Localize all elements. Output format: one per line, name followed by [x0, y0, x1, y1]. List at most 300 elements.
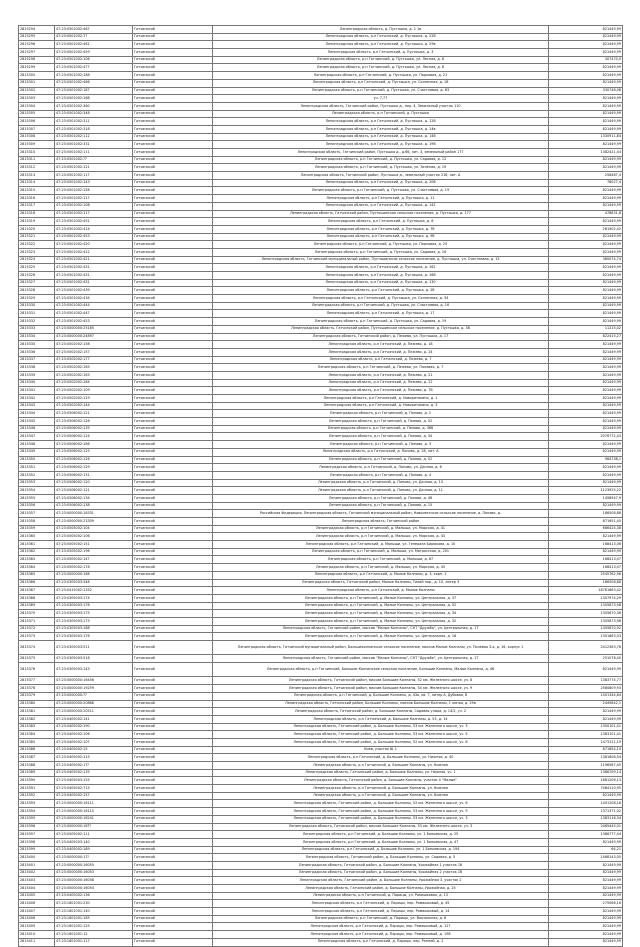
cadastral-value-cell: 281902,42 — [549, 225, 623, 233]
row-id-cell: 2815349 — [19, 448, 55, 456]
address-cell: Ленинградская область, р-н Гатчинский, д. Пежево, д. 21 — [213, 371, 549, 379]
address-cell: Ленинградская область, Гатчинский район, массив "Малые Колпаны", СНТ "Дружба", ул. Центральная, д. 17 — [213, 655, 549, 663]
table-row — [19, 869, 623, 877]
row-id-cell: 2815313 — [19, 172, 55, 180]
address-cell: Ленинградская область, р-н Гатчинский, д. Пустошка, д. 17 — [213, 310, 549, 318]
table-row — [19, 831, 623, 839]
cadastral-number-cell: 47:23:0501002:431 — [55, 272, 133, 280]
district-cell: Гатчинский — [133, 341, 213, 349]
address-cell: Ленинградская область, р-н Гатчинский, д. Пустошка, ул. Лесная, д. 8 — [213, 64, 549, 72]
cadastral-number-cell: 47:23:0000000:16115 — [55, 808, 133, 816]
address-cell: Ленинградская область, Гатчинский район, д. Большие Колпаны, Садовая улица, д. 14/2, уч. 2 — [213, 708, 549, 716]
district-cell: Гатчинский — [133, 225, 213, 233]
address-cell: Ленинградская область, р-н Гатчинский, д. Большие Колпаны, ул. 1 Баньевская, д. 25 — [213, 831, 549, 839]
cadastral-number-cell: 47:23:0502002:164 — [55, 379, 133, 387]
district-cell: Гатчинский — [133, 869, 213, 877]
cadastral-value-cell: 821449,99 — [549, 26, 623, 34]
cadastral-value-cell: 821449,99 — [549, 387, 623, 395]
cadastral-number-cell: 47:23:0501002:459 — [55, 49, 133, 57]
row-id-cell: 2815322 — [19, 241, 55, 249]
row-id-cell: 2815359 — [19, 525, 55, 533]
table-row — [19, 287, 623, 295]
address-cell: Ленинградская область, р-н Гатчинский, д. Малые Колпаны, ул. Центральная, д. 32 — [213, 617, 549, 625]
district-cell: Гатчинский — [133, 87, 213, 95]
address-cell: Ленинградская область, Гатчинский район, Пустошка д., пер. 4, Земельный участок 110 — [213, 102, 549, 110]
district-cell: Гатчинский — [133, 541, 213, 549]
table-row — [19, 700, 623, 708]
address-cell: Ленинградская область, Гатчинский район, д. Большие Колпаны, 52 км. Железного шоссе, уч. 6 — [213, 800, 549, 808]
row-id-cell: 2815370 — [19, 610, 55, 618]
cadastral-value-cell: 1196587,45 — [549, 762, 623, 770]
row-id-cell: 2815410 — [19, 931, 55, 939]
table-row — [19, 754, 623, 762]
cadastral-value-cell: 821449,99 — [549, 938, 623, 946]
row-id-cell: 2815407 — [19, 908, 55, 916]
cadastral-number-cell: 47:23:0000000:16055 — [55, 861, 133, 869]
address-cell: Ленинградская область, Гатчинский район, д. Большие Колпаны, 52 км. Железного шоссе, уч. 8 — [213, 738, 549, 746]
cadastral-number-cell: 47:23:0405002:135 — [55, 769, 133, 777]
cadastral-value-cell: 168413,06 — [549, 541, 623, 549]
table-row — [19, 41, 623, 49]
row-id-cell: 2815402 — [19, 869, 55, 877]
cadastral-number-cell: 47:23:0506002:186 — [55, 441, 133, 449]
address-cell: Ленинградская область, р-н Гатчинский, д. Пустошка, д. 29в — [213, 41, 549, 49]
district-cell: Гатчинский — [133, 625, 213, 633]
district-cell: Гатчинский — [133, 95, 213, 103]
cadastral-value-cell: 821449,99 — [549, 471, 623, 479]
address-cell: Ленинградская область, р-н Гатчинский, д. Попово, д. 1 — [213, 410, 549, 418]
cadastral-value-cell: 821449,99 — [549, 95, 623, 103]
cadastral-number-cell: 47:23:0405002:106 — [55, 731, 133, 739]
cadastral-value-cell: 821449,99 — [549, 885, 623, 893]
cadastral-value-cell: 821449,99 — [549, 548, 623, 556]
row-id-cell: 2815346 — [19, 425, 55, 433]
row-id-cell: 2815303 — [19, 95, 55, 103]
cadastral-number-cell: 47:23:0506002:120 — [55, 479, 133, 487]
cadastral-value-cell: 821449,99 — [549, 379, 623, 387]
row-id-cell: 2815362 — [19, 548, 55, 556]
row-id-cell: 2815296 — [19, 41, 55, 49]
row-id-cell: 2815382 — [19, 715, 55, 723]
table-row — [19, 723, 623, 731]
cadastral-value-cell: 821449,99 — [549, 64, 623, 72]
address-cell: Ленинградская область, р-н Гатчинский, д. Парицы, ул. Вокзальная, д. 6 — [213, 915, 549, 923]
cadastral-number-cell: 47:23:0501002:188 — [55, 72, 133, 80]
address-cell: Ленинградская область, Гатчинский район, д. Большие Колпаны, Урожайная 2 участок 1б — [213, 869, 549, 877]
row-id-cell: 2815367 — [19, 587, 55, 595]
row-id-cell: 2815363 — [19, 556, 55, 564]
row-id-cell: 2815360 — [19, 533, 55, 541]
cadastral-value-cell: 1305870,92 — [549, 625, 623, 633]
address-cell: Ленинградская область, р-н Гатчинский, д. Пустошка, ул. Счастливая, д. 19 — [213, 187, 549, 195]
address-cell: Ленинградская область, р-н Гатчинский, д. Пустошка, д. 7б — [213, 225, 549, 233]
cadastral-number-cell: 47:23:0000000:16456 — [55, 677, 133, 685]
cadastral-value-cell: 821449,99 — [549, 125, 623, 133]
cadastral-value-cell: 821449,99 — [549, 41, 623, 49]
address-cell: Ленинградская область, р-н Гатчинский, д. Парицы, пер. Ромашковый, д. 45 — [213, 900, 549, 908]
cadastral-number-cell: 47:23:0501002:477 — [55, 64, 133, 72]
cadastral-value-cell: 821449,99 — [549, 218, 623, 226]
table-row — [19, 510, 623, 518]
table-row — [19, 433, 623, 441]
row-id-cell: 2815320 — [19, 225, 55, 233]
district-cell: Гатчинский — [133, 831, 213, 839]
table-row — [19, 777, 623, 785]
district-cell: Гатчинский — [133, 823, 213, 831]
row-id-cell: 2815381 — [19, 708, 55, 716]
address-cell: Ленинградская область, р-н Гатчинский, д. Пустошка, ул. Садовая, д. 19 — [213, 318, 549, 326]
district-cell: Гатчинский — [133, 846, 213, 854]
cadastral-number-cell: 47:23:0501002:143 — [55, 179, 133, 187]
row-id-cell: 2815384 — [19, 731, 55, 739]
table-row — [19, 885, 623, 893]
district-cell: Гатчинский — [133, 738, 213, 746]
row-id-cell: 2815301 — [19, 79, 55, 87]
district-cell: Гатчинский — [133, 838, 213, 846]
row-id-cell: 2815388 — [19, 762, 55, 770]
district-cell: Гатчинский — [133, 464, 213, 472]
row-id-cell: 2815387 — [19, 754, 55, 762]
cadastral-value-cell: 821449,99 — [549, 861, 623, 869]
district-cell: Гатчинский — [133, 579, 213, 587]
table-row — [19, 410, 623, 418]
district-cell: Гатчинский — [133, 685, 213, 693]
table-row — [19, 87, 623, 95]
cadastral-number-cell: 47:23:0502002:163 — [55, 371, 133, 379]
cadastral-number-cell: 47:23:0501002:421 — [55, 256, 133, 264]
cadastral-number-cell: 47:23:0501002:360 — [55, 102, 133, 110]
cadastral-number-cell: 47:23:0000000:19259 — [55, 685, 133, 693]
table-row — [19, 641, 623, 655]
cadastral-number-cell: 47:23:0501002:461 — [55, 41, 133, 49]
cadastral-value-cell: 821449,99 — [549, 364, 623, 372]
table-row — [19, 456, 623, 464]
cadastral-number-cell: 47:23:0000000:168 — [55, 571, 133, 579]
table-row — [19, 295, 623, 303]
cadastral-number-cell: 47:23:1601001:230 — [55, 900, 133, 908]
table-body — [19, 26, 623, 947]
address-cell: Ленинградская область, р-н Гатчинский, д. Большие Колпаны, ул. Нижняя — [213, 762, 549, 770]
district-cell: Гатчинский — [133, 792, 213, 800]
district-cell: Гатчинский — [133, 441, 213, 449]
cadastral-value-cell: 64,21 — [549, 846, 623, 854]
cadastral-value-cell: 821449,99 — [549, 708, 623, 716]
address-cell: Ленинградская область, Гатчинский район, Пустошинское сельское поселение, д. Пустошка, д. 177 — [213, 210, 549, 218]
district-cell: Гатчинский — [133, 510, 213, 518]
district-cell: Гатчинский — [133, 202, 213, 210]
address-cell: Ленинградская область, р-н Гатчинский, д. Малые Колпаны, ул. Центральная, д. 52 — [213, 602, 549, 610]
cadastral-value-cell: 168413,47 — [549, 564, 623, 572]
address-cell: Ленинградская область, Гатчинский район, массив Большие Колпаны, 52 км. Железного шоссе, уч. 8 — [213, 677, 549, 685]
cadastral-number-cell: 47:23:0305003:188 — [55, 625, 133, 633]
cadastral-value-cell: 1383101,41 — [549, 731, 623, 739]
address-cell: Ленинградская область, р-н Гатчинский, д. Попово, д. 36б — [213, 425, 549, 433]
row-id-cell: 2815342 — [19, 395, 55, 403]
cadastral-value-cell: 821449,99 — [549, 341, 623, 349]
district-cell: Гатчинский — [133, 877, 213, 885]
table-row — [19, 141, 623, 149]
address-cell: Ленинградская область, р-н Гатчинский, д. Пежево, д. 22 — [213, 379, 549, 387]
district-cell: Гатчинский — [133, 356, 213, 364]
row-id-cell: 2815389 — [19, 769, 55, 777]
cadastral-number-cell: 47:23:0501002:447 — [55, 310, 133, 318]
district-cell: Гатчинский — [133, 692, 213, 700]
table-row — [19, 49, 623, 57]
address-cell: Ленинградская область, р-н Гатчинский, д. Малыши, ул. Генерала Бирюкова, д. 10 — [213, 541, 549, 549]
row-id-cell: 2815390 — [19, 777, 55, 785]
district-cell: Гатчинский — [133, 333, 213, 341]
cadastral-value-cell: 78027,4 — [549, 179, 623, 187]
row-id-cell: 2815385 — [19, 738, 55, 746]
district-cell: Гатчинский — [133, 448, 213, 456]
cadastral-value-cell: 686424,38 — [549, 525, 623, 533]
address-cell: Ленинградская область, р-н Гатчинский, д. Парицы, пер. Ромашковый, д. 14 — [213, 908, 549, 916]
row-id-cell: 2815379 — [19, 692, 55, 700]
cadastral-number-cell: 47:23:0405002:715 — [55, 785, 133, 793]
cadastral-value-cell: 821449,99 — [549, 877, 623, 885]
table-row — [19, 494, 623, 502]
cadastral-number-cell: 47:23:0000000:24897 — [55, 333, 133, 341]
district-cell: Гатчинский — [133, 79, 213, 87]
district-cell: Гатчинский — [133, 287, 213, 295]
row-id-cell: 2815371 — [19, 617, 55, 625]
cadastral-value-cell: 821449,99 — [549, 923, 623, 931]
district-cell: Гатчинский — [133, 641, 213, 655]
address-cell: Ленинградская область, р-н Гатчинский, д. Пустошка, д. 9б — [213, 233, 549, 241]
cadastral-value-cell: 821449,99 — [549, 425, 623, 433]
row-id-cell: 2815366 — [19, 579, 55, 587]
cadastral-value-cell: 821449,99 — [549, 448, 623, 456]
address-cell: Ленинградская область, р-н Гатчинский, д. Попово, д. 3 — [213, 441, 549, 449]
cadastral-value-cell: 821449,99 — [549, 663, 623, 677]
table-row — [19, 923, 623, 931]
district-cell: Гатчинский — [133, 594, 213, 602]
cadastral-number-cell: 47:23:0305003:173 — [55, 617, 133, 625]
cadastral-number-cell: 47:23:0506002:126 — [55, 456, 133, 464]
row-id-cell: 2815351 — [19, 464, 55, 472]
row-id-cell: 2815344 — [19, 410, 55, 418]
cadastral-number-cell: 47:23:0501002:187 — [55, 87, 133, 95]
table-row — [19, 861, 623, 869]
cadastral-value-cell: 821449,99 — [549, 49, 623, 57]
cadastral-number-cell: 47:23:0501002:431 — [55, 279, 133, 287]
table-row — [19, 808, 623, 816]
cadastral-number-cell: 47:23:0501002:414 — [55, 225, 133, 233]
district-cell: Гатчинский — [133, 125, 213, 133]
table-row — [19, 26, 623, 34]
district-cell: Гатчинский — [133, 769, 213, 777]
row-id-cell: 2815357 — [19, 510, 55, 518]
cadastral-number-cell: 47:23:0505002:151 — [55, 541, 133, 549]
table-row — [19, 571, 623, 579]
table-row — [19, 823, 623, 831]
table-row — [19, 241, 623, 249]
district-cell: Гатчинский — [133, 808, 213, 816]
row-id-cell: 2815306 — [19, 118, 55, 126]
cadastral-value-cell: 821449,99 — [549, 479, 623, 487]
cadastral-number-cell: 47:23:0502002:157 — [55, 348, 133, 356]
cadastral-value-cell: 1386777,44 — [549, 831, 623, 839]
address-cell: Ленинградская область, р-н Гатчинский, д. Большие Колпаны, ул. 1 Баньевская, д. 47 — [213, 838, 549, 846]
table-row — [19, 164, 623, 172]
address-cell: Ленинградская область, р-н Гатчинский, д. Пустошка, д. 130 — [213, 279, 549, 287]
table-row — [19, 318, 623, 326]
table-row — [19, 125, 623, 133]
row-id-cell: 2815333 — [19, 325, 55, 333]
cadastral-value-cell: 1305870,36 — [549, 610, 623, 618]
district-cell: Гатчинский — [133, 179, 213, 187]
cadastral-number-cell: 47:23:0501002:7? — [55, 33, 133, 41]
table-row — [19, 715, 623, 723]
cadastral-value-cell: 821449,99 — [549, 102, 623, 110]
cadastral-value-cell: 186508,88 — [549, 579, 623, 587]
cadastral-value-cell: 1881206,13 — [549, 777, 623, 785]
cadastral-number-cell: 47:23:0501002:348 — [55, 110, 133, 118]
table-row — [19, 218, 623, 226]
row-id-cell: 2815405 — [19, 892, 55, 900]
address-cell: Ленинградская область, р-н Гатчинский, д. Малые Колпаны, ул. Центральная, д. 16 — [213, 633, 549, 641]
row-id-cell: 2815408 — [19, 915, 55, 923]
cadastral-value-cell: 1386709,14 — [549, 769, 623, 777]
cadastral-number-cell: 47:23:0506002:126 — [55, 418, 133, 426]
table-row — [19, 877, 623, 885]
district-cell: Гатчинский — [133, 364, 213, 372]
district-cell: Гатчинский — [133, 233, 213, 241]
cadastral-value-cell: 821449,99 — [549, 241, 623, 249]
cadastral-number-cell: 47:23:0505002:104 — [55, 525, 133, 533]
district-cell: Гатчинский — [133, 815, 213, 823]
address-cell: Ленинградская область, р-н Гатчинский, д. Пустошка — [213, 110, 549, 118]
table-row — [19, 33, 623, 41]
cadastral-number-cell: 47:23:0405002:115 — [55, 754, 133, 762]
cadastral-value-cell: 821449,99 — [549, 272, 623, 280]
cadastral-value-cell: 1458947,9 — [549, 494, 623, 502]
row-id-cell: 2815374 — [19, 641, 55, 655]
cadastral-number-cell: 47:23:0415002:1352 — [55, 587, 133, 595]
cadastral-number-cell: 47:23:0501002:106 — [55, 56, 133, 64]
district-cell: Гатчинский — [133, 777, 213, 785]
district-cell: Гатчинский — [133, 41, 213, 49]
district-cell: Гатчинский — [133, 556, 213, 564]
district-cell: Гатчинский — [133, 410, 213, 418]
cadastral-number-cell: 47:23:0501002:111 — [55, 149, 133, 157]
cadastral-value-cell: 821449,99 — [549, 395, 623, 403]
cadastral-value-cell: 821449,99 — [549, 908, 623, 916]
row-id-cell: 2815340 — [19, 379, 55, 387]
cadastral-number-cell: 47:23:0000000:16111 — [55, 800, 133, 808]
district-cell: Гатчинский — [133, 731, 213, 739]
table-row — [19, 731, 623, 739]
row-id-cell: 2815350 — [19, 456, 55, 464]
table-row — [19, 738, 623, 746]
row-id-cell: 2815341 — [19, 387, 55, 395]
cadastral-value-cell: 821449,99 — [549, 295, 623, 303]
district-cell: Гатчинский — [133, 379, 213, 387]
table-row — [19, 471, 623, 479]
row-id-cell: 2815343 — [19, 402, 55, 410]
table-row — [19, 225, 623, 233]
cadastral-value-cell: 821449,99 — [549, 72, 623, 80]
cadastral-number-cell: 47:23:0000000:20511 — [55, 708, 133, 716]
district-cell: Гатчинский — [133, 272, 213, 280]
address-cell: Ленинградская область, р-н Гатчинский, д. Пежево, ул. Полевая, д. 7 — [213, 364, 549, 372]
district-cell: Гатчинский — [133, 387, 213, 395]
address-cell: Ленинградская область, р-н Гатчинский, д. Попово, д. 52 — [213, 418, 549, 426]
address-cell: Ленинградская область, р-н Гатчинский, д. Пустошка, ул. Лесная, д. 8 — [213, 56, 549, 64]
cadastral-value-cell: 821449,99 — [549, 502, 623, 510]
table-row — [19, 79, 623, 87]
district-cell: Гатчинский — [133, 49, 213, 57]
cadastral-number-cell: 47:23:0405003:155 — [55, 777, 133, 785]
cadastral-value-cell: 821449,99 — [549, 118, 623, 126]
cadastral-value-cell: 821449,99 — [549, 371, 623, 379]
cadastral-value-cell: 821449,99 — [549, 931, 623, 939]
cadastral-number-cell: 47:23:0305003:174 — [55, 594, 133, 602]
cadastral-number-cell: 47:23:0000000:16?? — [55, 823, 133, 831]
address-cell: Ленинградская область, д. Пустошка, д. 1 1в — [213, 26, 549, 34]
cadastral-number-cell: 47:23:0405002:107 — [55, 738, 133, 746]
cadastral-number-cell: 47:23:0501002:422 — [55, 248, 133, 256]
cadastral-value-cell: 380074,74 — [549, 256, 623, 264]
table-row — [19, 102, 623, 110]
district-cell: Гатчинский — [133, 433, 213, 441]
cadastral-number-cell: 47:23:0505002:196 — [55, 548, 133, 556]
cadastral-number-cell: 47:23:0000000:20886 — [55, 700, 133, 708]
district-cell: Гатчинский — [133, 915, 213, 923]
row-id-cell: 2815297 — [19, 49, 55, 57]
address-cell: Ленинградская область, Гатчинский район, д. Большие Колпаны, ул. Садовая, д. 5 — [213, 854, 549, 862]
cadastral-value-cell: 821449,99 — [549, 287, 623, 295]
address-cell: Ленинградская область, р-н Гатчинский, д. Попово, д. 48 — [213, 494, 549, 502]
cadastral-value-cell: 2449842,1 — [549, 700, 623, 708]
district-cell: Гатчинский — [133, 302, 213, 310]
row-id-cell: 2815394 — [19, 808, 55, 816]
table-row — [19, 938, 623, 946]
cadastral-value-cell: 821449,99 — [549, 715, 623, 723]
cadastral-value-cell: 2580809,93 — [549, 685, 623, 693]
cadastral-number-cell: 47:23:0405002:190 — [55, 723, 133, 731]
row-id-cell: 2815348 — [19, 441, 55, 449]
cadastral-number-cell: 47:23:0501002:467 — [55, 26, 133, 34]
row-id-cell: 2815317 — [19, 202, 55, 210]
district-cell: Гатчинский — [133, 923, 213, 931]
table-row — [19, 815, 623, 823]
table-row — [19, 110, 623, 118]
cadastral-number-cell: 47:23:0305003:176 — [55, 633, 133, 641]
cadastral-value-cell: 11215,02 — [549, 325, 623, 333]
district-cell: Гатчинский — [133, 156, 213, 164]
cadastral-value-cell: 2465445,01 — [549, 823, 623, 831]
cadastral-value-cell: 821449,99 — [549, 202, 623, 210]
cadastral-number-cell: 47:23:0405002:141 — [55, 715, 133, 723]
district-cell: Гатчинский — [133, 617, 213, 625]
table-row — [19, 379, 623, 387]
cadastral-number-cell: 47:23:0502002:109 — [55, 387, 133, 395]
address-cell: Ленинградская область, Гатчинский район, Малые Колпаны, Тихий пер., д. 10, литер 3 — [213, 579, 549, 587]
cadastral-number-cell: 47:23:0501002:112 — [55, 133, 133, 141]
cadastral-number-cell: 47:23:0501002:331 — [55, 141, 133, 149]
cadastral-number-cell: 47:23:0405002:1?? — [55, 762, 133, 770]
cadastral-number-cell: 47:23:0501002:466 — [55, 79, 133, 87]
table-row — [19, 762, 623, 770]
cadastral-number-cell: 47:23:0506002:125 — [55, 448, 133, 456]
address-cell: Ленинградская область, р-н Гатчинский, д. Пустошка, д. 20б — [213, 179, 549, 187]
cadastral-number-cell: 47:23:1601001:12 — [55, 931, 133, 939]
cadastral-value-cell: 1305873,98 — [549, 602, 623, 610]
cadastral-value-cell: 821449,99 — [549, 187, 623, 195]
cadastral-value-cell: 1468143,05 — [549, 854, 623, 862]
row-id-cell: 2815309 — [19, 141, 55, 149]
